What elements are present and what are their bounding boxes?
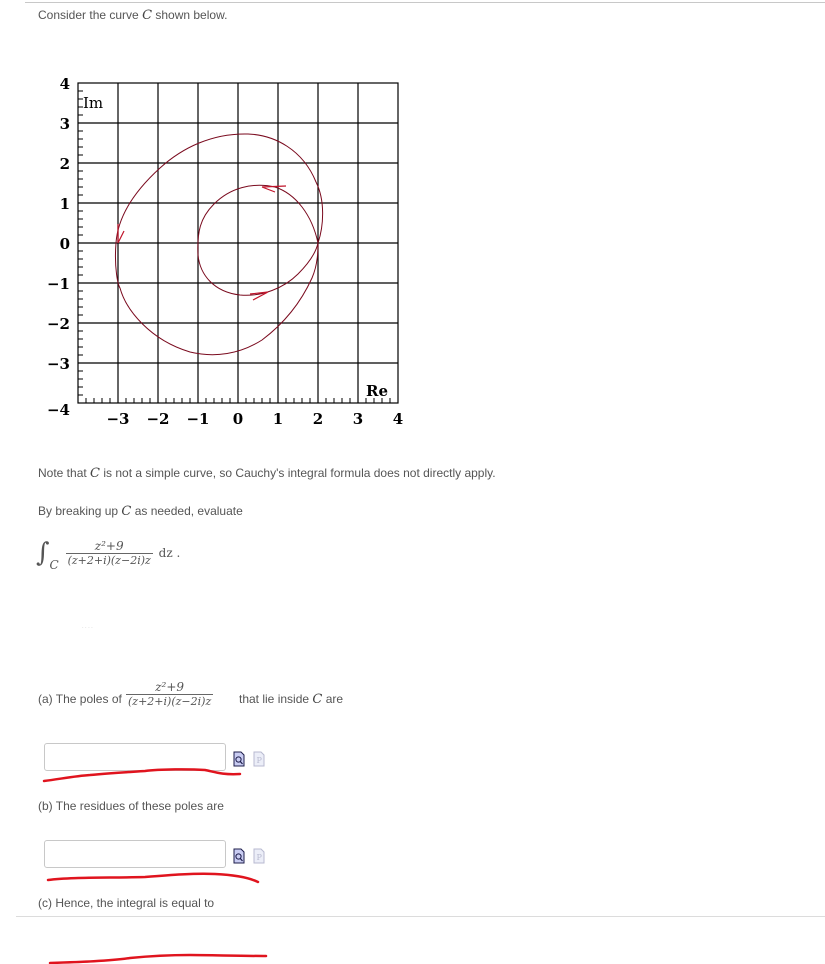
part-a-prefix: (a) The poles of xyxy=(38,692,122,706)
svg-text:0: 0 xyxy=(232,410,244,428)
svg-text:2: 2 xyxy=(59,155,70,173)
arrow-inner-top xyxy=(262,186,286,192)
underline-a xyxy=(44,769,240,781)
integral-expression xyxy=(36,538,180,572)
instruction-prefix: By breaking up xyxy=(38,504,119,518)
preview-icon[interactable] xyxy=(233,848,245,864)
svg-text:−2: −2 xyxy=(146,410,170,428)
svg-text:P: P xyxy=(256,756,262,765)
integrand-fraction xyxy=(66,539,153,568)
inner-curve xyxy=(198,185,318,295)
integrand-numerator: z²+9 xyxy=(66,539,153,554)
svg-text:−3: −3 xyxy=(106,410,130,428)
arrow-inner-bottom xyxy=(250,292,268,300)
svg-text:−3: −3 xyxy=(46,355,70,373)
part-a-suffix-end: are xyxy=(325,692,344,706)
svg-text:2: 2 xyxy=(312,410,324,428)
svg-text:−1: −1 xyxy=(46,275,70,293)
grid xyxy=(78,83,398,403)
curve-graph xyxy=(0,0,825,450)
intro-suffix: shown below. xyxy=(155,8,228,22)
instruction-suffix: as needed, evaluate xyxy=(134,504,243,518)
poles-answer-input[interactable] xyxy=(44,743,226,771)
curve-symbol: C xyxy=(90,466,100,481)
y-tick-labels xyxy=(47,75,70,419)
part-a-suffix xyxy=(239,692,343,707)
part-a-suffix-text: that lie inside xyxy=(239,692,310,706)
svg-text:−4: −4 xyxy=(46,401,70,419)
underline-c xyxy=(50,955,266,963)
integral-subscript: C xyxy=(49,557,59,572)
part-b-label: (b) The residues of these poles are xyxy=(38,799,224,813)
integrand-denominator: (z+2+i)(z−2i)z xyxy=(67,553,151,567)
outer-curve xyxy=(115,134,322,355)
integral-sign: ∫ xyxy=(36,538,50,568)
note-text xyxy=(38,466,496,481)
curve-symbol: C xyxy=(121,504,132,519)
faint-artifact: · · · · xyxy=(82,625,93,631)
part-c-label: (c) Hence, the integral is equal to xyxy=(38,896,215,910)
curve-symbol: C xyxy=(142,8,153,23)
svg-text:−1: −1 xyxy=(186,410,210,428)
underline-b xyxy=(48,874,258,882)
instruction-text xyxy=(38,504,243,519)
im-axis-label: Im xyxy=(83,94,104,112)
svg-text:3: 3 xyxy=(352,410,364,428)
intro-prefix: Consider the curve xyxy=(38,8,139,22)
x-tick-labels xyxy=(106,410,403,428)
note-suffix: is not a simple curve, so Cauchy's integral formula does not directly apply. xyxy=(103,466,496,480)
bottom-divider xyxy=(16,916,825,917)
svg-text:4: 4 xyxy=(392,410,404,428)
re-axis-label: Re xyxy=(366,382,389,400)
note-prefix: Note that xyxy=(38,466,87,480)
differential: dz . xyxy=(158,546,181,560)
svg-text:−2: −2 xyxy=(46,315,70,333)
svg-text:P: P xyxy=(256,853,262,862)
paste-icon[interactable] xyxy=(253,848,265,864)
svg-text:3: 3 xyxy=(59,115,70,133)
svg-text:1: 1 xyxy=(272,410,284,428)
part-a-numerator: z²+9 xyxy=(126,680,213,695)
svg-text:4: 4 xyxy=(59,75,70,93)
part-a-denominator: (z+2+i)(z−2i)z xyxy=(128,695,212,708)
svg-text:1: 1 xyxy=(59,195,70,213)
residues-answer-input[interactable] xyxy=(44,840,226,868)
part-a-fraction xyxy=(126,680,213,709)
preview-icon[interactable] xyxy=(233,751,245,767)
svg-text:0: 0 xyxy=(59,235,70,253)
paste-icon[interactable] xyxy=(253,751,265,767)
curve-symbol: C xyxy=(312,692,323,707)
